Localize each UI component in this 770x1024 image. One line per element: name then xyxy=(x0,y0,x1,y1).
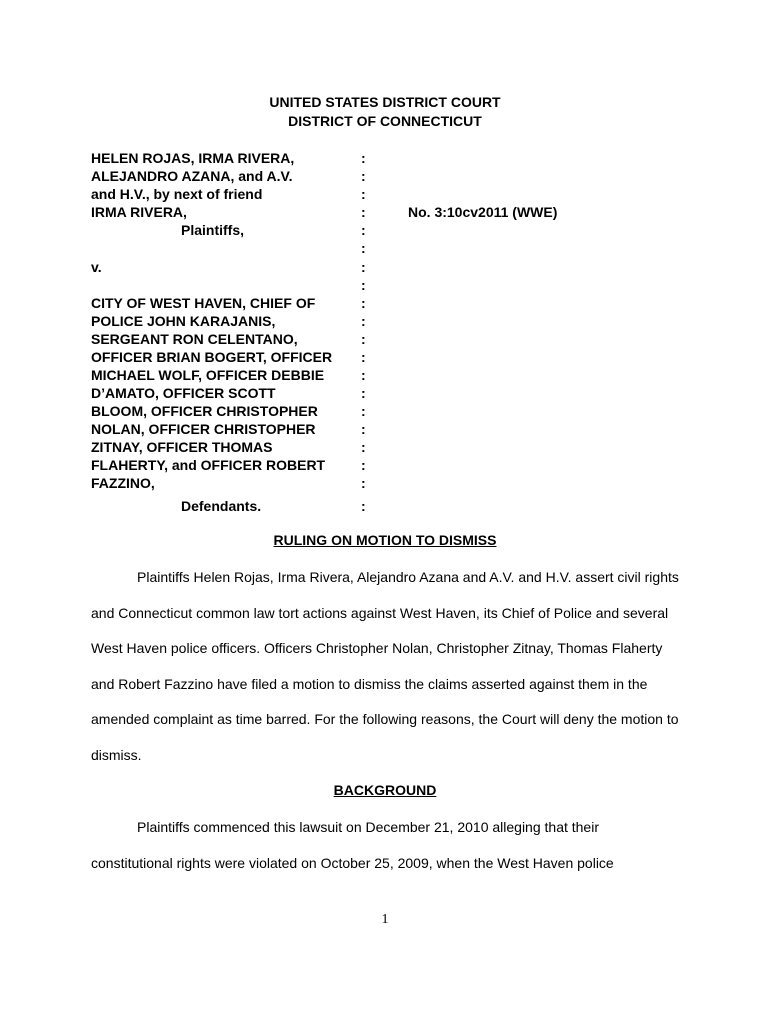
body-paragraph xyxy=(91,810,681,881)
caption-colon: : xyxy=(361,313,366,329)
plaintiffs-role-label: Plaintiffs, xyxy=(181,222,245,238)
caption-colon: : xyxy=(361,204,366,220)
caption-colon: : xyxy=(361,277,366,293)
caption-party-line: HELEN ROJAS, IRMA RIVERA, xyxy=(91,150,295,166)
caption-colon: : xyxy=(361,385,366,401)
district-name: DISTRICT OF CONNECTICUT xyxy=(288,113,482,129)
caption-party-line: CITY OF WEST HAVEN, CHIEF OF xyxy=(91,295,316,311)
court-header xyxy=(0,93,770,131)
caption-party-line: SERGEANT RON CELENTANO, xyxy=(91,331,298,347)
caption-colon: : xyxy=(361,475,366,491)
paragraph-text: Plaintiffs commenced this lawsuit on December 21, 2010 alleging that their constitutional rights were violated on October 25, 2009, when the West Haven police xyxy=(91,819,614,871)
caption-party-line: and H.V., by next of friend xyxy=(91,186,263,202)
caption-colon: : xyxy=(361,222,366,238)
ruling-title: RULING ON MOTION TO DISMISS xyxy=(273,532,497,548)
caption-party-line: OFFICER BRIAN BOGERT, OFFICER xyxy=(91,349,333,365)
defendants-role-label: Defendants. xyxy=(181,498,262,514)
case-number: No. 3:10cv2011 (WWE) xyxy=(408,204,558,220)
caption-party-line: ZITNAY, OFFICER THOMAS xyxy=(91,439,273,455)
caption-party-line: IRMA RIVERA, xyxy=(91,204,187,220)
caption-colon: : xyxy=(361,421,366,437)
caption-party-line: FAZZINO, xyxy=(91,475,155,491)
caption-party-line: MICHAEL WOLF, OFFICER DEBBIE xyxy=(91,367,325,383)
versus-label: v. xyxy=(91,259,102,275)
caption-colon: : xyxy=(361,150,366,166)
page-number: 1 xyxy=(381,912,389,927)
caption-party-line: BLOOM, OFFICER CHRISTOPHER xyxy=(91,403,318,419)
caption-colon: : xyxy=(361,349,366,365)
caption-colon: : xyxy=(361,457,366,473)
caption-party-line: FLAHERTY, and OFFICER ROBERT xyxy=(91,457,326,473)
caption-party-line: POLICE JOHN KARAJANIS, xyxy=(91,313,276,329)
caption-colon: : xyxy=(361,498,366,514)
caption-colon: : xyxy=(361,186,366,202)
caption-colon: : xyxy=(361,259,366,275)
background-heading: BACKGROUND xyxy=(333,782,437,798)
caption-colon: : xyxy=(361,331,366,347)
caption-party-line: NOLAN, OFFICER CHRISTOPHER xyxy=(91,421,316,437)
caption-colon: : xyxy=(361,439,366,455)
court-name: UNITED STATES DISTRICT COURT xyxy=(269,94,501,110)
body-paragraph xyxy=(91,560,681,773)
caption-colon: : xyxy=(361,367,366,383)
paragraph-text: Plaintiffs Helen Rojas, Irma Rivera, Alejandro Azana and A.V. and H.V. assert civil rights and Connecticut common law tort actions against West Haven, its Chief of Police and several West Haven police officers. Officers Christopher Nolan, Christopher Zitnay, Thomas Flaherty and Robert Fazzino have filed a motion to dismiss the claims asserted against them in the amended complaint as time barred. For the following reasons, the Court will deny the motion to dismiss. xyxy=(91,569,679,763)
caption-colon: : xyxy=(361,403,366,419)
caption-colon: : xyxy=(361,168,366,184)
caption-colon: : xyxy=(361,295,366,311)
caption-party-line: D’AMATO, OFFICER SCOTT xyxy=(91,385,276,401)
caption-party-line: ALEJANDRO AZANA, and A.V. xyxy=(91,168,293,184)
caption-colon: : xyxy=(361,240,366,256)
